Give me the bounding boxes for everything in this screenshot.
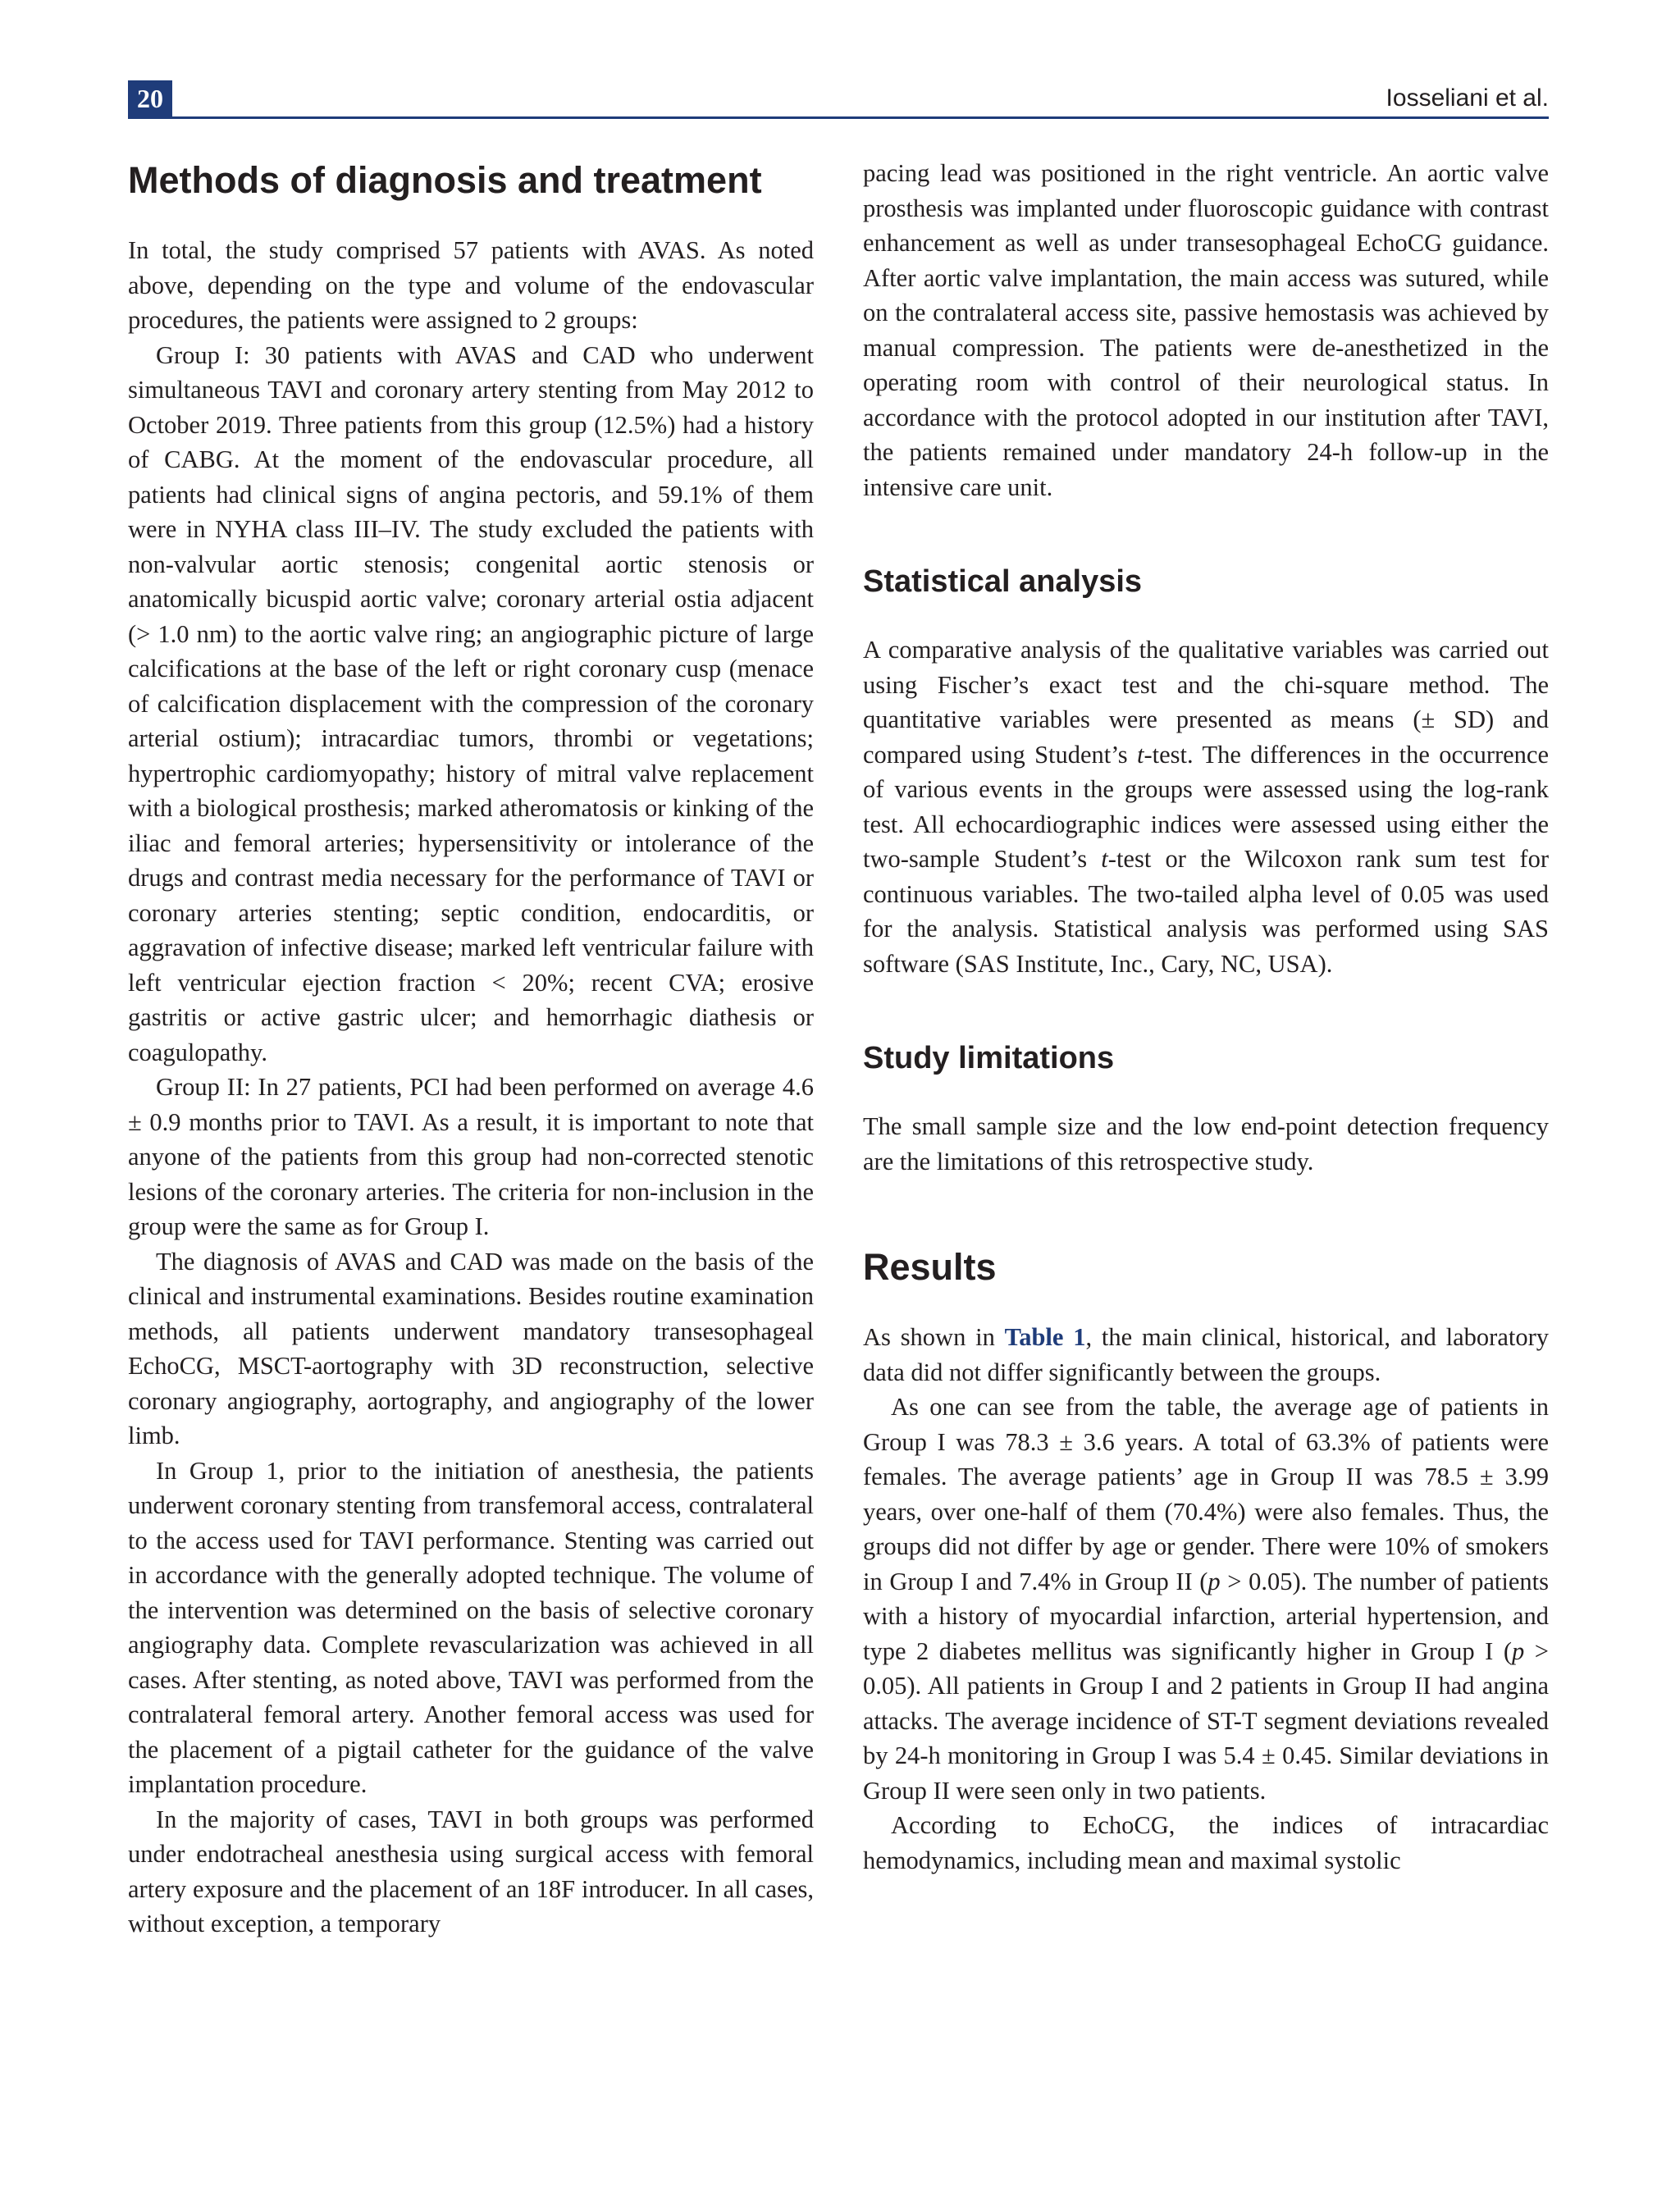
pacing-lead-paragraph: pacing lead was positioned in the right ventricle. An aortic valve prosthesis was implanted under fluoroscopic guidance with contrast enhancement as well as under transesophageal EchoCG guidance. After aortic valve implantation, the main access was sutured, while on the contralateral access site, passive hemostasis was achieved by manual compression. The patients were de-anesthetized in the operating room with control of their neurological status. In accordance with the protocol adopted in our institution after TAVI, the patients remained under mandatory 24-h follow-up in the intensive care unit. (863, 159, 1549, 501)
stat-text-1: A comparative analysis of the qualitative variables was carried out using Fischer’s exact test and the chi-square method. The quantitative variables were presented as means (± SD) and compared using Student’s (863, 636, 1549, 769)
results-p1-text-b: , the main clinical, historical, and laboratory data did not differ significantly between the groups. (863, 1323, 1550, 1386)
left-column (128, 156, 814, 1942)
stat-text-2: -test. The differences in the occurrence of various events in the groups were assessed using the log-rank test. All echocardiographic indices were assessed using either the two-sample Student’s (863, 740, 1549, 873)
table-1-link[interactable]: Table 1 (1004, 1323, 1086, 1351)
results-heading: Results (863, 1246, 997, 1288)
right-column (863, 156, 1549, 1878)
study-limitations-heading: Study limitations (863, 1041, 1115, 1075)
methods-intro-paragraph: In total, the study comprised 57 patients with AVAS. As noted above, depending on the type and volume of the endovascular procedures, the patients were assigned to 2 groups: (128, 236, 814, 334)
results-paragraph-3: According to EchoCG, the indices of intracardiac hemodynamics, including mean and maximal systolic (863, 1811, 1549, 1874)
results-paragraph-2 (863, 1390, 1549, 1808)
group-two-paragraph: Group II: In 27 patients, PCI had been performed on average 4.6 ± 0.9 months prior to TAVI. As a result, it is important to note that anyone of the patients from this group had non-corrected stenotic lesions of the coronary arteries. The criteria for non-inclusion in the group were the same as for Group I. (128, 1073, 814, 1240)
study-limitations-paragraph: The small sample size and the low end-point detection frequency are the limitations of this retrospective study. (863, 1112, 1549, 1175)
page-header (128, 80, 1549, 119)
results-p2-text-b: > 0.05). The number of patients with a history of myocardial infarction, arterial hypertension, and type 2 diabetes mellitus was significantly higher in Group I ( (863, 1567, 1549, 1665)
stenting-paragraph: In Group 1, prior to the initiation of anesthesia, the patients underwent coronary stenting from transfemoral access, contralateral to the access used for TAVI performance. Stenting was carried out in accordance with the generally adopted technique. The volume of the intervention was determined on the basis of selective coronary angiography data. Complete revascularization was achieved in all cases. After stenting, as noted above, TAVI was performed from the contralateral femoral artery. Another femoral access was used for the placement of a pigtail catheter for the guidance of the valve implantation procedure. (128, 1456, 814, 1798)
results-p1-text-a: As shown in (863, 1323, 1005, 1351)
page-number: 20 (128, 80, 172, 116)
results-p2-text-a: As one can see from the table, the average age of patients in Group I was 78.3 ± 3.6 years. A total of 63.3% of patients were females. The average patients’ age in Group II was 78.5 ± 3.99 years, over one-half of them (70.4%) were also females. Thus, the groups did not differ by age or gender. There were 10% of smokers in Group I and 7.4% in Group II ( (863, 1393, 1549, 1595)
results-p2-text-c: > 0.05). All patients in Group I and 2 patients in Group II had angina attacks. The average incidence of ST-T segment deviations revealed by 24-h monitoring in Group I was 5.4 ± 0.45. Similar deviations in Group II were seen only in two patients. (863, 1636, 1549, 1805)
results-paragraph-1 (863, 1320, 1549, 1390)
diagnosis-paragraph: The diagnosis of AVAS and CAD was made on the basis of the clinical and instrumental examinations. Besides routine examination methods, all patients underwent mandatory transesophageal EchoCG, MSCT-aortography with 3D reconstruction, selective coronary angiography, aortography, and angiography of the lower limb. (128, 1247, 814, 1449)
statistical-analysis-heading: Statistical analysis (863, 564, 1143, 599)
running-head: Iosseliani et al. (1386, 84, 1549, 112)
stat-t-italic-1: t (1137, 740, 1144, 769)
methods-heading: Methods of diagnosis and treatment (128, 159, 762, 201)
group-one-paragraph: Group I: 30 patients with AVAS and CAD who underwent simultaneous TAVI and coronary artery stenting from May 2012 to October 2019. Three patients from this group (12.5%) had a history of CABG. At the moment of the endovascular procedure, all patients had clinical signs of angina pectoris, and 59.1% of them were in NYHA class III–IV. The study excluded the patients with non-valvular aortic stenosis; congenital aortic stenosis or anatomically bicuspid aortic valve; coronary arterial ostia adjacent (> 1.0 nm) to the aortic valve ring; an angiographic picture of large calcifications at the base of the left or right coronary cusp (menace of calcification displacement with the compression of the coronary arterial ostium); intracardiac tumors, thrombi or vegetations; hypertrophic cardiomyopathy; history of mitral valve replacement with a biological prosthesis; marked atheromatosis or kinking of the iliac and femoral arteries; hypersensitivity or intolerance of the drugs and contrast media necessary for the performance of TAVI or coronary arteries stenting; septic condition, endocarditis, or aggravation of infective disease; marked left ventricular failure with left ventricular ejection fraction < 20%; recent CVA; erosive gastritis or active gastric ulcer; and hemorrhagic diathesis or coagulopathy. (128, 340, 814, 1066)
results-p-italic-2: p (1512, 1636, 1525, 1665)
statistical-analysis-paragraph (863, 632, 1549, 981)
anesthesia-paragraph: In the majority of cases, TAVI in both groups was performed under endotracheal anesthesia using surgical access with femoral artery exposure and the placement of an 18F introducer. In all cases, without exception, a temporary (128, 1805, 814, 1938)
results-p-italic-1: p (1208, 1567, 1221, 1595)
stat-text-3: -test or the Wilcoxon rank sum test for continuous variables. The two-tailed alpha level of 0.05 was used for the analysis. Statistical analysis was performed using SAS software (SAS Institute, Inc., Cary, NC, USA). (863, 845, 1549, 978)
stat-t-italic-2: t (1101, 845, 1108, 873)
